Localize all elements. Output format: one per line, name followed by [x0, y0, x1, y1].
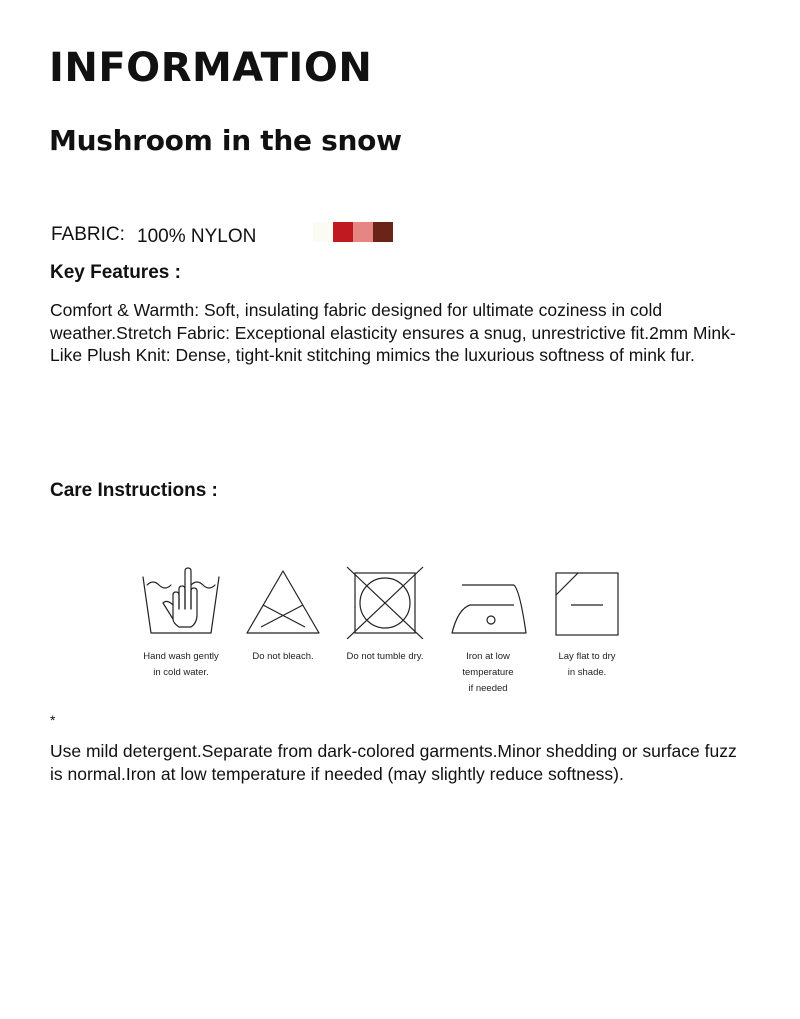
iron-low-icon — [448, 565, 528, 639]
key-features-heading: Key Features : — [50, 262, 181, 283]
key-features-text: Comfort & Warmth: Soft, insulating fabric designed for ultimate coziness in cold weather.Stretch Fabric: Exceptional elasticity ensures a snug, unrestrictive fit.2mm Mink-Like Plush Knit: Dense, tight-knit stitching mimics the luxurious softness of mink fur. — [50, 300, 736, 365]
care-caption: Hand wash gently in cold water. — [143, 651, 219, 678]
note-marker: * — [50, 712, 56, 728]
care-item-iron-low — [433, 565, 543, 697]
do-not-tumble-dry-icon — [345, 565, 425, 639]
lay-flat-dry-shade-icon — [547, 565, 627, 639]
care-item-hand-wash — [126, 565, 236, 681]
hand-wash-icon — [139, 565, 223, 639]
fabric-value: 100% NYLON — [137, 226, 257, 247]
care-caption: Lay flat to dry in shade. — [558, 651, 616, 678]
color-swatch-pink — [353, 222, 373, 242]
product-name: Mushroom in the snow — [49, 124, 402, 157]
care-caption: Do not bleach. — [252, 651, 314, 662]
do-not-bleach-icon — [243, 565, 323, 639]
color-swatch-cream — [313, 222, 333, 242]
page-title: INFORMATION — [49, 45, 373, 91]
care-item-no-tumble-dry — [330, 565, 440, 665]
care-caption: Do not tumble dry. — [346, 651, 424, 662]
color-swatches — [313, 222, 393, 242]
care-item-no-bleach — [228, 565, 338, 665]
color-swatch-red — [333, 222, 353, 242]
fabric-label: FABRIC: — [51, 224, 125, 245]
care-instructions-heading: Care Instructions : — [50, 480, 218, 501]
care-note-text: Use mild detergent.Separate from dark-colored garments.Minor shedding or surface fuzz is normal.Iron at low temperature if needed (may slightly reduce softness). — [50, 741, 737, 784]
care-item-lay-flat — [532, 565, 642, 681]
color-swatch-brown — [373, 222, 393, 242]
care-caption: Iron at low temperature if needed — [462, 651, 514, 694]
